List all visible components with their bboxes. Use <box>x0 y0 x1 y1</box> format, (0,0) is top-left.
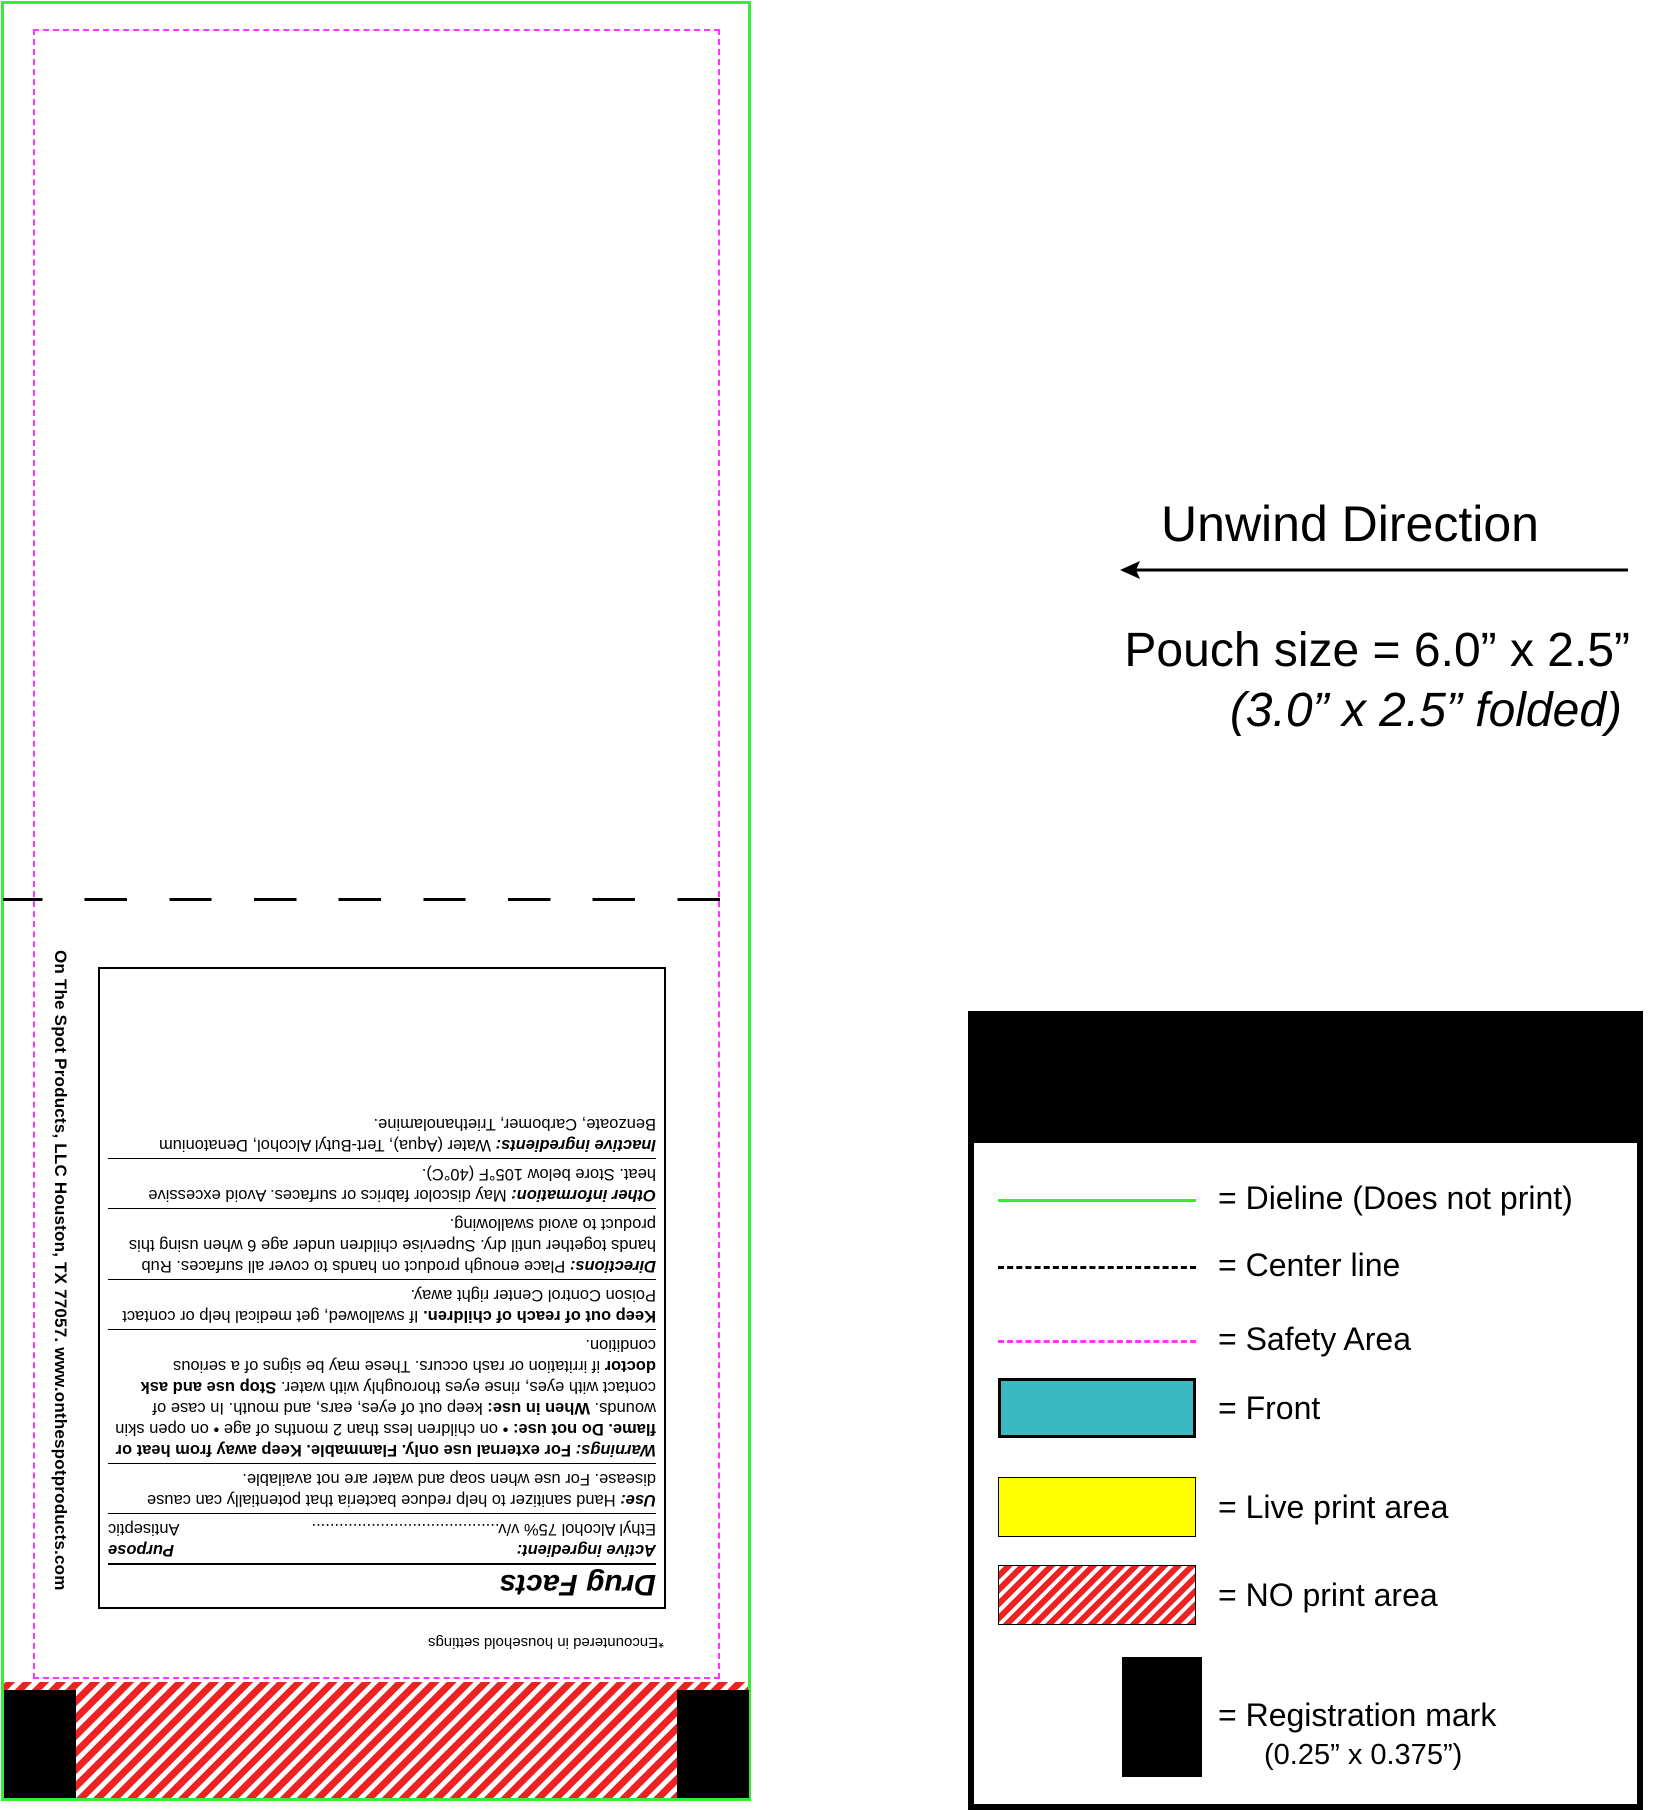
legend-item-dieline <box>974 1172 1637 1232</box>
no-print-swatch <box>998 1565 1196 1625</box>
directions-text: Place enough product on hands to cover all surfaces. Rub hands together until dry. Supervise children under age 6 when using this product to avoid swallowing. <box>128 1215 656 1275</box>
legend-item-registration <box>974 1657 1637 1777</box>
other-information-text: May discolor fabrics or surfaces. Avoid excessive heat. Store below 105°F (40°C). <box>148 1165 656 1204</box>
drug-facts-box <box>98 967 666 1609</box>
front-swatch <box>998 1378 1196 1438</box>
legend-item-safety-area <box>974 1313 1637 1373</box>
registration-mark-left <box>4 1690 76 1798</box>
registration-swatch <box>1122 1657 1202 1777</box>
directions-label: Directions: <box>569 1257 656 1275</box>
use-text: Hand sanitizer to help reduce bacteria that potentially can cause disease. For use when soap and water are not available. <box>146 1470 656 1509</box>
purpose-label: Purpose <box>108 1541 175 1559</box>
warnings-bold-text: For external use only. Flammable. Keep away from heat or flame. Do not use: <box>115 1420 656 1459</box>
stop-use-label: Stop use and ask doctor <box>140 1357 656 1396</box>
unwind-direction-label: Unwind Direction <box>1161 496 1539 552</box>
inactive-ingredients-section <box>108 1109 656 1158</box>
active-ingredient-label: Active ingredient: <box>516 1541 656 1559</box>
inactive-ingredients-text: Water (Aqua), Tert-Butyl Alcohol, Denatonium Benzoate, Carbomer, Triethanolamine. <box>158 1115 656 1154</box>
legend-label-registration: = Registration mark <box>1218 1697 1497 1733</box>
inactive-ingredients-label: Inactive ingredients: <box>495 1136 656 1154</box>
use-label: Use: <box>620 1491 656 1509</box>
legend-label-registration-size: (0.25” x 0.375”) <box>1264 1739 1463 1771</box>
keep-out-label: Keep out of reach of children. <box>423 1307 656 1325</box>
warnings-text: • on children less than 2 months of age • on open skin wounds. <box>115 1399 656 1438</box>
no-print-area <box>4 1682 748 1798</box>
directions-section <box>108 1208 656 1279</box>
legend-label-front: = Front <box>1218 1390 1321 1426</box>
unwind-arrow-icon <box>1120 558 1630 582</box>
when-in-use-label: When in use: <box>487 1399 590 1417</box>
legend-item-center-line <box>974 1239 1637 1299</box>
other-information-label: Other information: <box>511 1186 656 1204</box>
company-info <box>46 950 70 1670</box>
stop-use-text: if irritation or rash occurs. These may be signs of a serious condition. <box>173 1336 656 1375</box>
use-section <box>108 1463 656 1513</box>
legend-label-dieline: = Dieline (Does not print) <box>1218 1180 1573 1216</box>
live-print-swatch <box>998 1477 1196 1537</box>
pouch-folded-text: (3.0” x 2.5” folded) <box>1229 684 1622 737</box>
legend-label-live-print: = Live print area <box>1218 1489 1449 1525</box>
registration-mark-right <box>677 1690 749 1798</box>
legend-label-no-print: = NO print area <box>1218 1577 1438 1613</box>
legend-item-no-print <box>974 1565 1637 1625</box>
when-in-use-text: keep out of eyes, ears, and mouth. In case of contact with eyes, rinse eyes thoroughly with water. <box>152 1378 656 1417</box>
keep-out-section <box>108 1279 656 1329</box>
active-ingredient-item: Ethyl Alcohol 75% v/v......................................... <box>311 1520 656 1538</box>
safety-area-swatch <box>998 1340 1196 1343</box>
legend-label-safety-area: = Safety Area <box>1218 1321 1412 1357</box>
other-information-section <box>108 1158 656 1208</box>
active-ingredient-purpose: Antiseptic <box>108 1520 180 1538</box>
legend-item-live-print <box>974 1477 1637 1537</box>
footnote: *Encountered in household settings <box>427 1634 664 1651</box>
warnings-label: Warnings: <box>575 1441 656 1459</box>
legend-header-bar <box>974 1017 1637 1143</box>
keep-out-text: If swallowed, get medical help or contact Poison Control Center right away. <box>122 1286 656 1325</box>
legend-box <box>968 1011 1643 1810</box>
warnings-section <box>108 1329 656 1463</box>
dieline-swatch <box>998 1199 1196 1202</box>
drug-facts-panel <box>86 950 666 1655</box>
company-text: On The Spot Products, LLC Houston, TX 77057. www.onthespotproducts.com <box>51 950 70 1591</box>
drug-facts-title: Drug Facts <box>108 1563 656 1601</box>
legend-item-front <box>974 1378 1637 1438</box>
active-ingredient-section <box>108 1513 656 1563</box>
legend-label-center-line: = Center line <box>1218 1247 1401 1283</box>
center-line-swatch <box>998 1266 1196 1269</box>
center-line <box>3 898 749 901</box>
pouch-size-text: Pouch size = 6.0” x 2.5” <box>1124 624 1630 677</box>
